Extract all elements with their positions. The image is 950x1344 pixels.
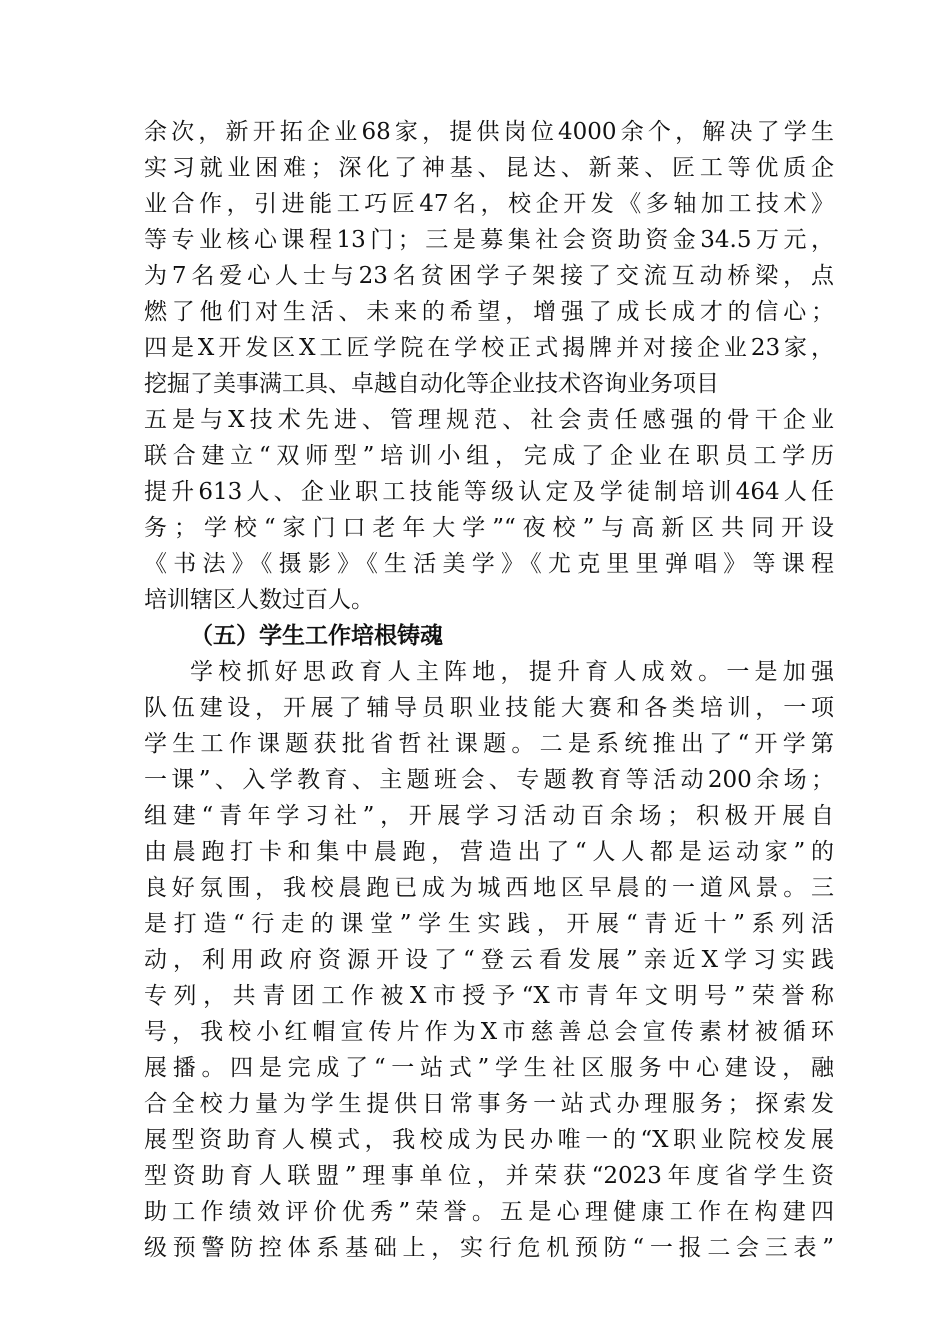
text-line: 展播。四是完成了“一站式”学生社区服务中心建设，融 [144,1055,834,1081]
text-line: 号，我校小红帽宣传片作为X市慈善总会宣传素材被循环 [144,1019,834,1045]
text-line: 专列，共青团工作被X市授予“X市青年文明号”荣誉称 [144,983,834,1009]
text-line: 联合建立“双师型”培训小组，完成了企业在职员工学历 [144,443,834,469]
text-line: 展型资助育人模式，我校成为民办唯一的“X职业院校发展 [144,1127,834,1153]
text-line: 培训辖区人数过百人。 [144,587,374,613]
text-line: 型资助育人联盟”理事单位，并荣获“2023年度省学生资 [144,1163,834,1189]
text-line: 由晨跑打卡和集中晨跑，营造出了“人人都是运动家”的 [144,839,834,865]
text-line: 四是X开发区X工匠学院在学校正式揭牌并对接企业23家， [144,335,834,361]
text-line: 为7名爱心人士与23名贫困学子架接了交流互动桥梁，点 [144,263,834,289]
text-line: 动，利用政府资源开设了“登云看发展”亲近X学习实践 [144,947,834,973]
text-line: 实习就业困难；深化了神基、昆达、新莱、匠工等优质企 [144,155,834,181]
text-line: 合全校力量为学生提供日常事务一站式办理服务；探索发 [144,1091,834,1117]
text-line: 级预警防控体系基础上，实行危机预防“一报二会三表” [144,1235,834,1261]
text-line: 等专业核心课程13门；三是募集社会资助资金34.5万元， [144,227,834,253]
document-body [144,114,834,1266]
text-line: 五是与X技术先进、管理规范、社会责任感强的骨干企业 [144,407,834,433]
text-line: 燃了他们对生活、未来的希望，增强了成长成才的信心； [144,299,834,325]
text-line: 良好氛围，我校晨跑已成为城西地区早晨的一道风景。三 [144,875,834,901]
text-line: 一课”、入学教育、主题班会、专题教育等活动200余场； [144,767,834,793]
text-line: 学校抓好思政育人主阵地，提升育人成效。一是加强 [190,659,834,685]
text-line: 业合作，引进能工巧匠47名，校企开发《多轴加工技术》 [144,191,834,217]
text-line: 队伍建设，开展了辅导员职业技能大赛和各类培训，一项 [144,695,834,721]
text-line: 提升613人、企业职工技能等级认定及学徒制培训464人任 [144,479,834,505]
text-line: 助工作绩效评价优秀”荣誉。五是心理健康工作在构建四 [144,1199,834,1225]
text-line: 组建“青年学习社”，开展学习活动百余场；积极开展自 [144,803,834,829]
text-line: 《书法》《摄影》《生活美学》《尤克里里弹唱》等课程 [144,551,834,577]
text-line: 是打造“行走的课堂”学生实践，开展“青近十”系列活 [144,911,834,937]
paragraph-continued [144,114,834,618]
text-line: 学生工作课题获批省哲社课题。二是系统推出了“开学第 [144,731,834,757]
paragraph-student-work [144,654,834,1266]
text-line: 挖掘了美事满工具、卓越自动化等企业技术咨询业务项目 [144,371,719,397]
section-heading: （五）学生工作培根铸魂 [190,622,443,649]
text-line: 务；学校“家门口老年大学”“夜校”与高新区共同开设 [144,515,834,541]
text-line: 余次，新开拓企业68家，提供岗位4000余个，解决了学生 [144,119,834,145]
